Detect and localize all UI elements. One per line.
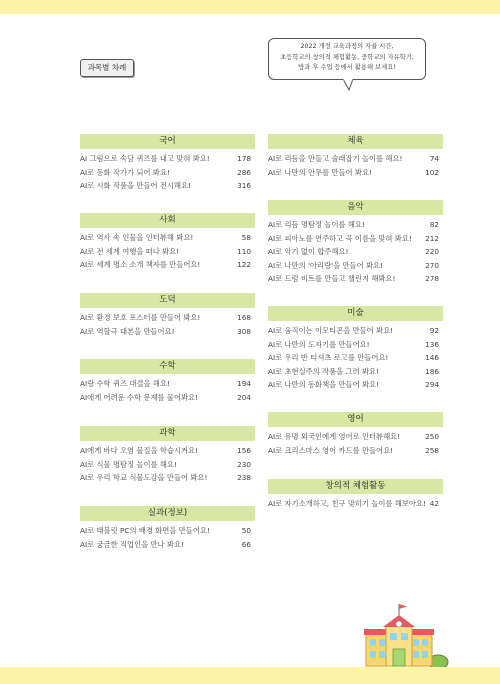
entry-title: AI로 리듬 명탐정 놀이를 해요! <box>268 220 365 229</box>
toc-entry[interactable] <box>268 152 443 166</box>
section-title: 과학 <box>80 426 255 441</box>
entry-title: AI로 초현실주의 작품을 그려 봐요! <box>268 366 379 376</box>
entry-page: 186 <box>425 366 439 376</box>
entry-page: 82 <box>429 220 439 229</box>
entry-page: 316 <box>237 181 251 190</box>
entry-title: AI로 나만의 안무를 만들어 봐요! <box>268 167 372 177</box>
entry-page: 238 <box>237 473 251 482</box>
entry-title: AI로 우리 반 티셔츠 로고를 만들어요! <box>268 353 389 362</box>
toc-entry[interactable] <box>268 444 443 458</box>
section-title: 사회 <box>80 213 255 228</box>
toc-label: 과목별 차례 <box>80 59 134 77</box>
toc-entry[interactable] <box>268 272 443 286</box>
entry-page: 42 <box>429 499 439 508</box>
toc-entry[interactable] <box>80 258 255 272</box>
toc-entry[interactable] <box>80 325 255 339</box>
entry-page: 212 <box>425 233 439 243</box>
toc-entry[interactable] <box>80 245 255 259</box>
bubble-line: 방과 후 수업 등에서 활용해 보세요! <box>298 64 396 71</box>
toc-entry[interactable] <box>268 338 443 352</box>
toc-entry[interactable] <box>268 378 443 392</box>
entry-page: 168 <box>237 313 251 322</box>
entry-page: 258 <box>425 445 439 455</box>
bubble-line: 초등학교의 창의적 체험활동, 중학교의 자유학기, <box>280 53 414 61</box>
entry-title: AI로 드럼 비트를 만들고 챌린지 해봐요! <box>268 274 396 283</box>
entry-page: 74 <box>429 154 439 163</box>
entry-title: AI로 식물 명탐정 놀이를 해요! <box>80 459 177 469</box>
toc-entry[interactable] <box>80 231 255 245</box>
entry-page: 146 <box>425 353 439 362</box>
entry-page: 66 <box>241 539 251 549</box>
entry-title: AI로 역할극 대본을 만들어요! <box>80 326 175 336</box>
toc-entry[interactable] <box>268 218 443 232</box>
entry-page: 50 <box>241 526 251 535</box>
toc-entry[interactable] <box>80 458 255 472</box>
bubble-line: 2022 개정 교육과정의 자율 시간, <box>300 43 394 50</box>
entry-page: 204 <box>237 392 251 402</box>
toc-entry[interactable] <box>80 538 255 552</box>
section-math <box>80 359 255 404</box>
entry-title: AI로 전 세계 여행을 떠나 봐요! <box>80 246 180 256</box>
section-art <box>268 306 443 392</box>
section-social <box>80 213 255 272</box>
entry-title: AI랑 수학 퀴즈 대결을 해요! <box>80 379 170 388</box>
section-title: 영어 <box>268 412 443 427</box>
entry-page: 220 <box>425 247 439 256</box>
entry-title: AI로 태블릿 PC의 배경 화면을 만들어요! <box>80 526 210 535</box>
entry-page: 270 <box>425 260 439 270</box>
entry-page: 278 <box>425 274 439 283</box>
entry-page: 286 <box>237 167 251 177</box>
section-science <box>80 426 255 485</box>
entry-title: AI로 움직이는 이모티콘을 만들어 봐요! <box>268 326 394 335</box>
toc-entry[interactable] <box>80 444 255 458</box>
toc-entry[interactable] <box>268 497 443 511</box>
entry-page: 194 <box>237 379 251 388</box>
toc-entry[interactable] <box>80 377 255 391</box>
entry-title: AI로 궁금한 직업인을 만나 봐요! <box>80 539 184 549</box>
entry-page: 156 <box>237 446 251 455</box>
entry-title: AI로 악기 없이 합주해요! <box>268 247 349 256</box>
entry-title: AI로 환경 보호 포스터를 만들어 봐요! <box>80 313 201 322</box>
section-practical-arts <box>80 506 255 551</box>
entry-title: AI로 우리 학교 식물도감을 만들어 봐요! <box>80 473 208 482</box>
entry-title: AI로 나만의 도자기를 만들어요! <box>268 339 370 349</box>
top-band <box>0 0 500 14</box>
entry-title: AI로 세계 명소 소개 책자를 만들어요! <box>80 260 201 269</box>
entry-page: 92 <box>429 326 439 335</box>
entry-title: AI로 역사 속 인물을 인터뷰해 봐요! <box>80 233 194 242</box>
section-korean <box>80 134 255 193</box>
bottom-band <box>0 667 500 684</box>
section-title: 체육 <box>268 134 443 149</box>
entry-title: AI 그림으로 속담 퀴즈를 내고 맞혀 봐요! <box>80 154 210 163</box>
toc-entry[interactable] <box>268 351 443 365</box>
toc-entry[interactable] <box>80 524 255 538</box>
entry-title: AI로 시화 작품을 만들어 전시해요! <box>80 181 191 190</box>
entry-page: 294 <box>425 380 439 389</box>
entry-title: AI에게 바다 오염 물질을 학습시켜요! <box>80 446 199 455</box>
entry-page: 110 <box>237 246 251 256</box>
entry-title: AI에게 어려운 수학 문제를 물어봐요! <box>80 392 199 402</box>
section-music <box>268 200 443 286</box>
entry-title: AI로 나만의 '아리랑'을 만들어 봐요! <box>268 260 383 270</box>
entry-page: 178 <box>237 154 251 163</box>
entry-title: AI로 나만의 동화책을 만들어 봐요! <box>268 380 379 389</box>
entry-title: AI로 동화 작가가 되어 봐요! <box>80 167 170 177</box>
section-english <box>268 412 443 457</box>
toc-entry[interactable] <box>268 245 443 259</box>
section-ethics <box>80 293 255 338</box>
section-title: 창의적 체험활동 <box>268 479 443 494</box>
toc-entry[interactable] <box>80 391 255 405</box>
section-title: 음악 <box>268 200 443 215</box>
entry-page: 250 <box>425 432 439 441</box>
entry-page: 308 <box>237 326 251 336</box>
speech-bubble <box>268 38 426 80</box>
toc-entry[interactable] <box>268 166 443 180</box>
toc-entry[interactable] <box>268 365 443 379</box>
bubble-tail-icon <box>343 79 357 91</box>
entry-page: 136 <box>425 339 439 349</box>
section-title: 수학 <box>80 359 255 374</box>
section-creative-activities <box>268 479 443 511</box>
entry-title: AI로 피아노를 연주하고 곡 이름을 맞혀 봐요! <box>268 233 412 243</box>
school-illustration-icon <box>362 604 452 670</box>
section-title: 도덕 <box>80 293 255 308</box>
section-title: 국어 <box>80 134 255 149</box>
entry-title: AI로 리듬을 만들고 술래잡기 놀이를 해요! <box>268 154 403 163</box>
toc-entry[interactable] <box>80 152 255 166</box>
toc-entry[interactable] <box>80 179 255 193</box>
toc-entry[interactable] <box>80 471 255 485</box>
section-title: 미술 <box>268 306 443 321</box>
toc-entry[interactable] <box>268 430 443 444</box>
entry-page: 122 <box>237 260 251 269</box>
section-title: 실과(정보) <box>80 506 255 521</box>
section-pe <box>268 134 443 179</box>
entry-page: 58 <box>241 233 251 242</box>
entry-page: 102 <box>425 167 439 177</box>
entry-page: 230 <box>237 459 251 469</box>
toc-entry[interactable] <box>80 166 255 180</box>
toc-entry[interactable] <box>268 324 443 338</box>
entry-title: AI로 자기소개하고, 친구 맞히기 놀이를 해보아요! <box>268 499 426 508</box>
toc-entry[interactable] <box>268 259 443 273</box>
entry-title: AI로 유명 외국인에게 영어로 인터뷰해요! <box>268 432 401 441</box>
toc-entry[interactable] <box>80 311 255 325</box>
toc-entry[interactable] <box>268 232 443 246</box>
entry-title: AI로 크리스마스 영어 카드를 만들어요! <box>268 445 394 455</box>
